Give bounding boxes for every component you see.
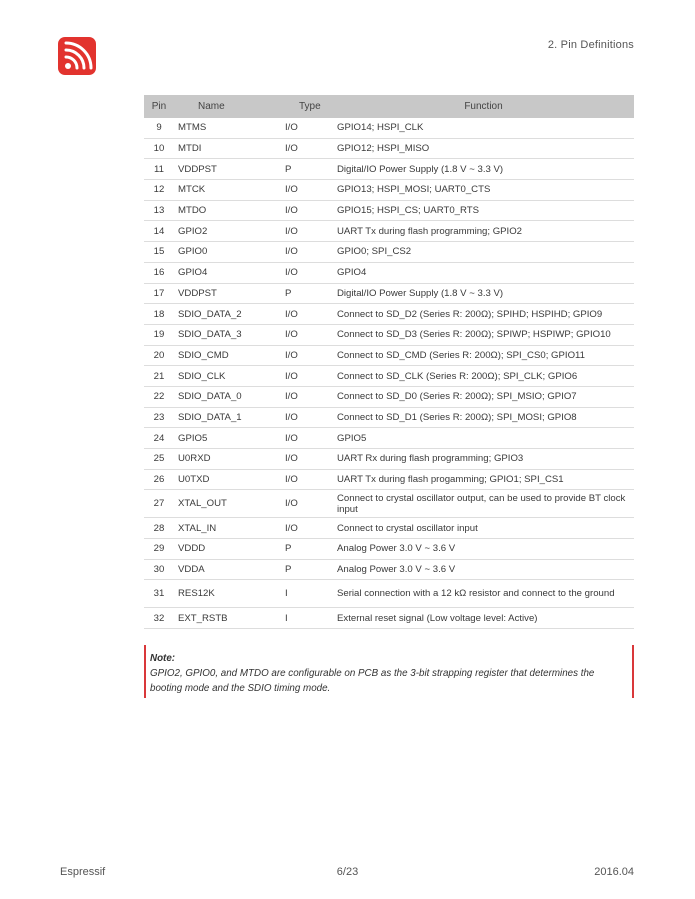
note-text: GPIO2, GPIO0, and MTDO are configurable on PCB as the 3-bit strapping register that determines the booting mode and the SDIO timing mode.: [150, 668, 595, 694]
table-row: [144, 262, 634, 283]
table-row: [144, 518, 634, 539]
name-cell: U0RXD: [174, 449, 281, 470]
name-cell: GPIO5: [174, 428, 281, 449]
name-cell: GPIO4: [174, 262, 281, 283]
type-cell: I/O: [281, 449, 333, 470]
pin-cell: 22: [144, 386, 174, 407]
pin-cell: 12: [144, 180, 174, 201]
function-cell: Connect to crystal oscillator input: [333, 518, 634, 539]
pin-cell: 27: [144, 490, 174, 518]
pin-cell: 15: [144, 242, 174, 263]
pin-cell: 29: [144, 539, 174, 560]
table-row: [144, 428, 634, 449]
header-function: Function: [333, 95, 634, 118]
name-cell: RES12K: [174, 580, 281, 608]
table-row: [144, 221, 634, 242]
table-row: [144, 242, 634, 263]
pin-cell: 20: [144, 345, 174, 366]
header-type: Type: [281, 95, 333, 118]
table-row: [144, 407, 634, 428]
pin-cell: 26: [144, 469, 174, 490]
name-cell: SDIO_CLK: [174, 366, 281, 387]
pin-cell: 24: [144, 428, 174, 449]
table-row: [144, 200, 634, 221]
function-cell: Analog Power 3.0 V ~ 3.6 V: [333, 539, 634, 560]
type-cell: I: [281, 580, 333, 608]
table-row: [144, 138, 634, 159]
type-cell: P: [281, 539, 333, 560]
type-cell: I: [281, 608, 333, 629]
type-cell: P: [281, 559, 333, 580]
name-cell: MTMS: [174, 118, 281, 138]
function-cell: Connect to SD_CLK (Series R: 200Ω); SPI_CLK; GPIO6: [333, 366, 634, 387]
function-cell: External reset signal (Low voltage level: Active): [333, 608, 634, 629]
name-cell: U0TXD: [174, 469, 281, 490]
name-cell: SDIO_CMD: [174, 345, 281, 366]
function-cell: Digital/IO Power Supply (1.8 V ~ 3.3 V): [333, 159, 634, 180]
table-row: [144, 180, 634, 201]
table-row: [144, 118, 634, 138]
table-row: [144, 366, 634, 387]
function-cell: GPIO13; HSPI_MOSI; UART0_CTS: [333, 180, 634, 201]
name-cell: MTCK: [174, 180, 281, 201]
table-row: [144, 608, 634, 629]
footer-company: Espressif: [60, 866, 106, 878]
pin-cell: 10: [144, 138, 174, 159]
pin-definition-table: [144, 95, 634, 629]
function-cell: Connect to SD_D0 (Series R: 200Ω); SPI_MSIO; GPIO7: [333, 386, 634, 407]
function-cell: Analog Power 3.0 V ~ 3.6 V: [333, 559, 634, 580]
type-cell: I/O: [281, 518, 333, 539]
header-pin: Pin: [144, 95, 174, 118]
pin-cell: 13: [144, 200, 174, 221]
function-cell: Connect to SD_D3 (Series R: 200Ω); SPIWP; HSPIWP; GPIO10: [333, 324, 634, 345]
pin-cell: 17: [144, 283, 174, 304]
type-cell: I/O: [281, 386, 333, 407]
table-row: [144, 386, 634, 407]
type-cell: I/O: [281, 428, 333, 449]
name-cell: VDDD: [174, 539, 281, 560]
type-cell: I/O: [281, 221, 333, 242]
pin-cell: 18: [144, 304, 174, 325]
type-cell: P: [281, 283, 333, 304]
type-cell: I/O: [281, 242, 333, 263]
function-cell: GPIO5: [333, 428, 634, 449]
pin-cell: 32: [144, 608, 174, 629]
name-cell: GPIO2: [174, 221, 281, 242]
name-cell: SDIO_DATA_0: [174, 386, 281, 407]
type-cell: I/O: [281, 324, 333, 345]
espressif-logo-icon: [58, 37, 96, 75]
table-row: [144, 559, 634, 580]
footer-page-number: 6/23: [336, 866, 359, 878]
function-cell: Connect to crystal oscillator output, can be used to provide BT clock input: [333, 490, 634, 518]
name-cell: SDIO_DATA_2: [174, 304, 281, 325]
type-cell: P: [281, 159, 333, 180]
type-cell: I/O: [281, 200, 333, 221]
name-cell: VDDPST: [174, 159, 281, 180]
pin-cell: 25: [144, 449, 174, 470]
table-row: [144, 283, 634, 304]
function-cell: GPIO15; HSPI_CS; UART0_RTS: [333, 200, 634, 221]
type-cell: I/O: [281, 407, 333, 428]
table-body: [144, 118, 634, 629]
table-header-row: [144, 95, 634, 118]
function-cell: GPIO14; HSPI_CLK: [333, 118, 634, 138]
pin-cell: 21: [144, 366, 174, 387]
function-cell: Serial connection with a 12 kΩ resistor and connect to the ground: [333, 580, 634, 608]
name-cell: VDDPST: [174, 283, 281, 304]
type-cell: I/O: [281, 118, 333, 138]
type-cell: I/O: [281, 366, 333, 387]
name-cell: MTDO: [174, 200, 281, 221]
function-cell: GPIO0; SPI_CS2: [333, 242, 634, 263]
note-title: Note:: [150, 653, 176, 664]
function-cell: UART Tx during flash programming; GPIO2: [333, 221, 634, 242]
type-cell: I/O: [281, 345, 333, 366]
table-row: [144, 580, 634, 608]
name-cell: MTDI: [174, 138, 281, 159]
type-cell: I/O: [281, 262, 333, 283]
pin-cell: 23: [144, 407, 174, 428]
function-cell: UART Rx during flash programming; GPIO3: [333, 449, 634, 470]
name-cell: GPIO0: [174, 242, 281, 263]
pin-cell: 9: [144, 118, 174, 138]
function-cell: Digital/IO Power Supply (1.8 V ~ 3.3 V): [333, 283, 634, 304]
table-row: [144, 469, 634, 490]
pin-cell: 14: [144, 221, 174, 242]
table-row: [144, 449, 634, 470]
type-cell: I/O: [281, 138, 333, 159]
note-box: [144, 645, 634, 698]
table-row: [144, 324, 634, 345]
function-cell: UART Tx during flash progamming; GPIO1; SPI_CS1: [333, 469, 634, 490]
pin-cell: 30: [144, 559, 174, 580]
function-cell: GPIO4: [333, 262, 634, 283]
type-cell: I/O: [281, 490, 333, 518]
table-row: [144, 345, 634, 366]
table-row: [144, 159, 634, 180]
name-cell: XTAL_IN: [174, 518, 281, 539]
pin-cell: 31: [144, 580, 174, 608]
name-cell: EXT_RSTB: [174, 608, 281, 629]
name-cell: SDIO_DATA_1: [174, 407, 281, 428]
pin-cell: 11: [144, 159, 174, 180]
name-cell: SDIO_DATA_3: [174, 324, 281, 345]
name-cell: XTAL_OUT: [174, 490, 281, 518]
name-cell: VDDA: [174, 559, 281, 580]
footer-date: 2016.04: [594, 866, 634, 878]
function-cell: GPIO12; HSPI_MISO: [333, 138, 634, 159]
table-row: [144, 539, 634, 560]
table-row: [144, 490, 634, 518]
section-title: 2. Pin Definitions: [547, 39, 634, 51]
header-name: Name: [174, 95, 281, 118]
pin-cell: 28: [144, 518, 174, 539]
type-cell: I/O: [281, 469, 333, 490]
type-cell: I/O: [281, 304, 333, 325]
function-cell: Connect to SD_CMD (Series R: 200Ω); SPI_CS0; GPIO11: [333, 345, 634, 366]
type-cell: I/O: [281, 180, 333, 201]
pin-cell: 16: [144, 262, 174, 283]
table-row: [144, 304, 634, 325]
function-cell: Connect to SD_D1 (Series R: 200Ω); SPI_MOSI; GPIO8: [333, 407, 634, 428]
pin-cell: 19: [144, 324, 174, 345]
function-cell: Connect to SD_D2 (Series R: 200Ω); SPIHD; HSPIHD; GPIO9: [333, 304, 634, 325]
